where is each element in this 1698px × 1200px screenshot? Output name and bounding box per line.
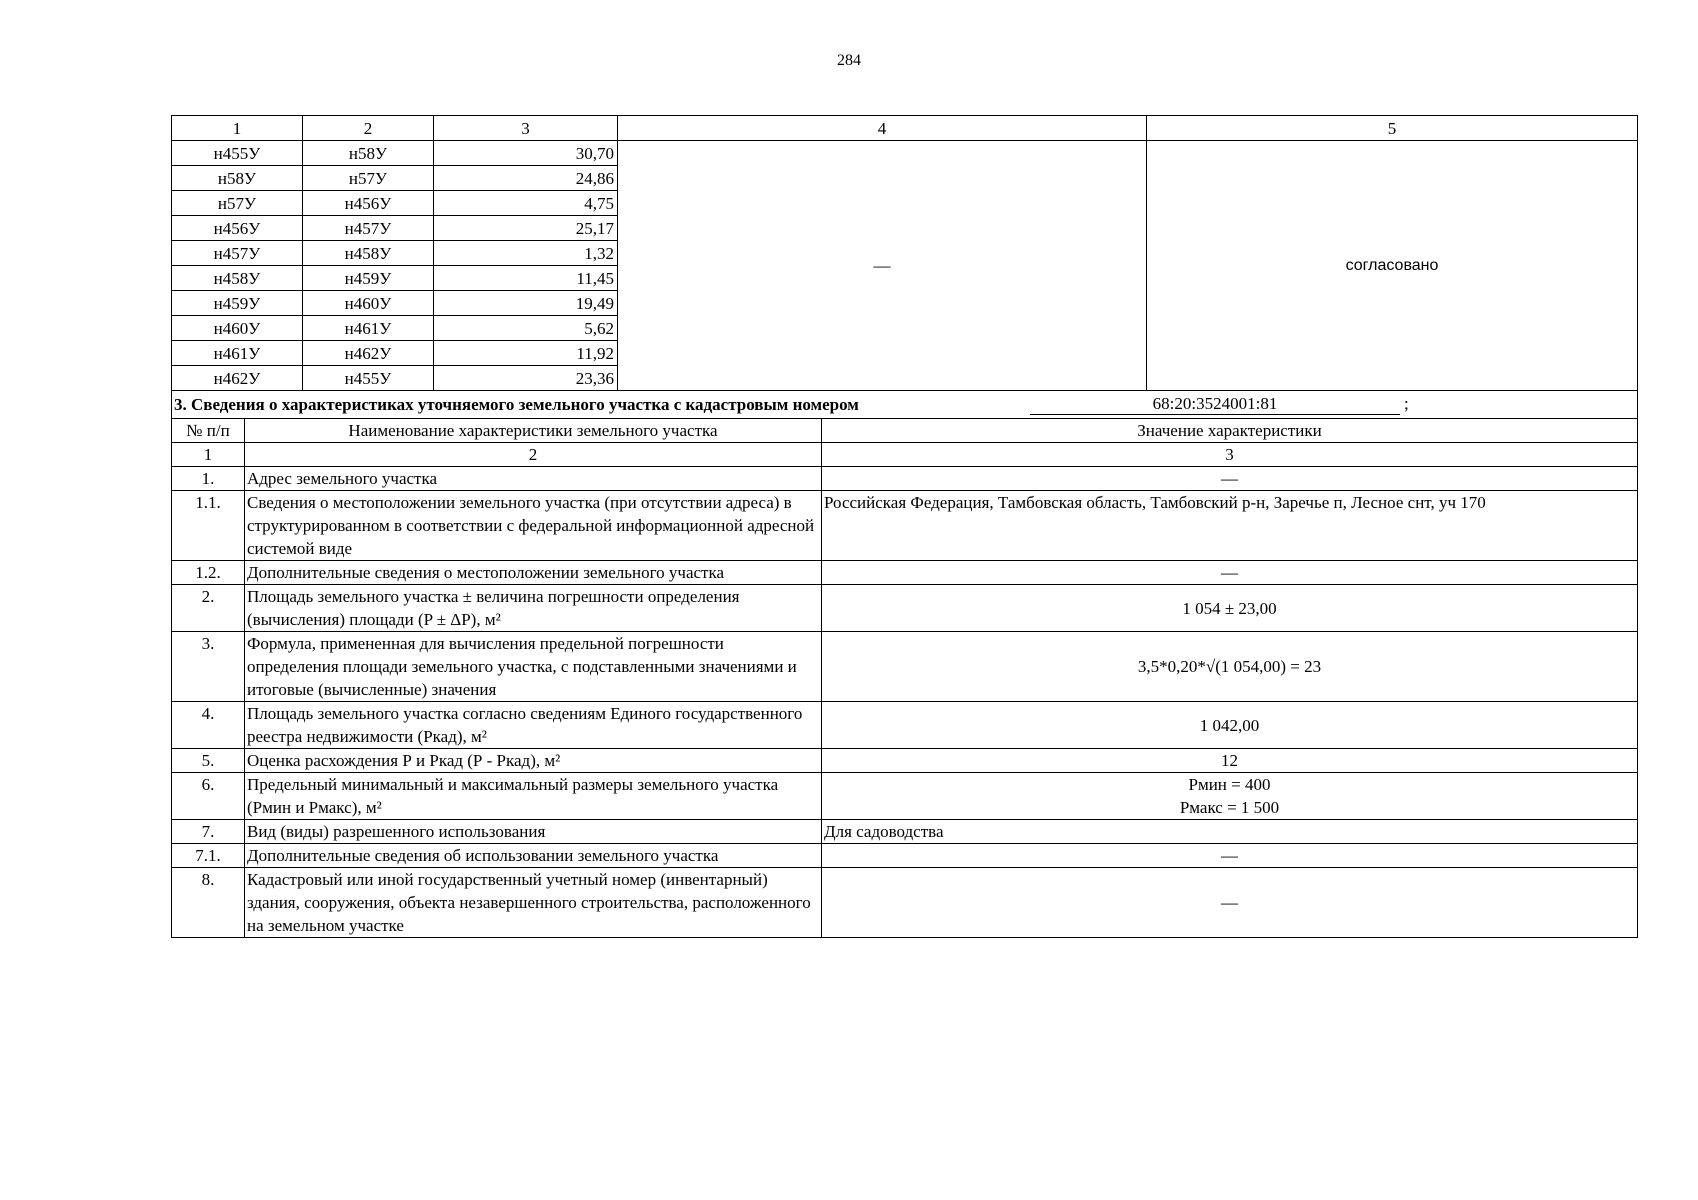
boundary-col5-merged: согласовано: [1147, 141, 1638, 391]
point-to: н58У: [303, 141, 434, 166]
boundary-header-5: 5: [1147, 116, 1638, 141]
characteristic-row: [172, 773, 1638, 820]
point-to: н457У: [303, 216, 434, 241]
row-name: Сведения о местоположении земельного участка (при отсутствии адреса) в структурированном в соответствии с федеральной информационной адресной системой виде: [245, 491, 822, 561]
point-from: н461У: [172, 341, 303, 366]
row-name: Дополнительные сведения о местоположении земельного участка: [245, 561, 822, 585]
row-value: —: [822, 868, 1638, 938]
characteristics-index-row: [172, 443, 1638, 467]
row-value: 1 054 ± 23,00: [822, 585, 1638, 632]
point-to: н460У: [303, 291, 434, 316]
row-value: —: [822, 467, 1638, 491]
row-num: 2.: [172, 585, 245, 632]
characteristic-row: [172, 820, 1638, 844]
characteristic-row: [172, 702, 1638, 749]
boundary-col4-merged: —: [618, 141, 1147, 391]
characteristic-row: [172, 632, 1638, 702]
characteristics-header-row: [172, 419, 1638, 443]
row-num: 8.: [172, 868, 245, 938]
row-num: 4.: [172, 702, 245, 749]
row-name: Оценка расхождения Р и Ркад (Р - Ркад), м²: [245, 749, 822, 773]
boundary-header-1: 1: [172, 116, 303, 141]
characteristic-row: [172, 585, 1638, 632]
row-num: 1.2.: [172, 561, 245, 585]
segment-length: 25,17: [434, 216, 618, 241]
segment-length: 30,70: [434, 141, 618, 166]
point-from: н456У: [172, 216, 303, 241]
point-from: н57У: [172, 191, 303, 216]
point-to: н459У: [303, 266, 434, 291]
characteristics-table: [171, 390, 1638, 938]
row-value-max: Рмакс = 1 500: [1179, 798, 1280, 817]
index-num: 1: [172, 443, 245, 467]
row-num: 6.: [172, 773, 245, 820]
row-name: Дополнительные сведения об использовании земельного участка: [245, 844, 822, 868]
point-to: н456У: [303, 191, 434, 216]
cadastral-number: 68:20:3524001:81: [1030, 392, 1400, 415]
document-sheet: [171, 115, 1637, 938]
header-num: № п/п: [172, 419, 245, 443]
segment-length: 24,86: [434, 166, 618, 191]
point-from: н462У: [172, 366, 303, 391]
row-num: 7.1.: [172, 844, 245, 868]
row-num: 3.: [172, 632, 245, 702]
row-num: 1.: [172, 467, 245, 491]
row-name: Площадь земельного участка согласно сведениям Единого государственного реестра недвижимости (Ркад), м²: [245, 702, 822, 749]
row-name: Предельный минимальный и максимальный размеры земельного участка (Рмин и Рмакс), м²: [245, 773, 822, 820]
index-value: 3: [822, 443, 1638, 467]
segment-length: 23,36: [434, 366, 618, 391]
section-title: 3. Сведения о характеристиках уточняемого земельного участка с кадастровым номером: [174, 395, 859, 414]
row-value: 3,5*0,20*√(1 054,00) = 23: [822, 632, 1638, 702]
point-from: н458У: [172, 266, 303, 291]
point-to: н458У: [303, 241, 434, 266]
characteristic-row: [172, 749, 1638, 773]
page-number: 284: [837, 52, 861, 69]
row-value: —: [822, 561, 1638, 585]
section-title-tail: ;: [1404, 394, 1409, 413]
row-name: Формула, примененная для вычисления предельной погрешности определения площади земельного участка, с подставленными значениями и итоговые (вычисленные) значения: [245, 632, 822, 702]
segment-length: 5,62: [434, 316, 618, 341]
row-name: Кадастровый или иной государственный учетный номер (инвентарный) здания, сооружения, объекта незавершенного строительства, расположенного на земельном участке: [245, 868, 822, 938]
point-from: н457У: [172, 241, 303, 266]
point-from: н460У: [172, 316, 303, 341]
header-name: Наименование характеристики земельного участка: [245, 419, 822, 443]
point-to: н455У: [303, 366, 434, 391]
row-num: 5.: [172, 749, 245, 773]
row-value: 1 042,00: [822, 702, 1638, 749]
row-value-min: Рмин = 400: [1188, 775, 1271, 794]
boundary-header-row: [172, 116, 1638, 141]
point-to: н461У: [303, 316, 434, 341]
characteristic-row: [172, 844, 1638, 868]
segment-length: 1,32: [434, 241, 618, 266]
row-value: Для садоводства: [822, 820, 1638, 844]
characteristic-row: [172, 868, 1638, 938]
row-name: Вид (виды) разрешенного использования: [245, 820, 822, 844]
header-value: Значение характеристики: [822, 419, 1638, 443]
segment-length: 11,92: [434, 341, 618, 366]
row-name: Адрес земельного участка: [245, 467, 822, 491]
segment-length: 19,49: [434, 291, 618, 316]
row-value: Российская Федерация, Тамбовская область, Тамбовский р-н, Заречье п, Лесное снт, уч 170: [822, 491, 1638, 561]
point-from: н58У: [172, 166, 303, 191]
characteristic-row: [172, 561, 1638, 585]
row-num: 7.: [172, 820, 245, 844]
index-name: 2: [245, 443, 822, 467]
boundary-row: [172, 141, 1638, 166]
section-title-cell: [172, 391, 1638, 419]
segment-length: 11,45: [434, 266, 618, 291]
characteristic-row: [172, 491, 1638, 561]
row-name: Площадь земельного участка ± величина погрешности определения (вычисления) площади (P ± ΔP), м²: [245, 585, 822, 632]
boundary-table: [171, 115, 1638, 391]
row-value: [822, 773, 1638, 820]
row-value: —: [822, 844, 1638, 868]
point-to: н462У: [303, 341, 434, 366]
section-title-row: [172, 391, 1638, 419]
point-to: н57У: [303, 166, 434, 191]
characteristic-row: [172, 467, 1638, 491]
row-num: 1.1.: [172, 491, 245, 561]
segment-length: 4,75: [434, 191, 618, 216]
point-from: н459У: [172, 291, 303, 316]
boundary-header-2: 2: [303, 116, 434, 141]
row-value: 12: [822, 749, 1638, 773]
boundary-header-4: 4: [618, 116, 1147, 141]
boundary-header-3: 3: [434, 116, 618, 141]
point-from: н455У: [172, 141, 303, 166]
